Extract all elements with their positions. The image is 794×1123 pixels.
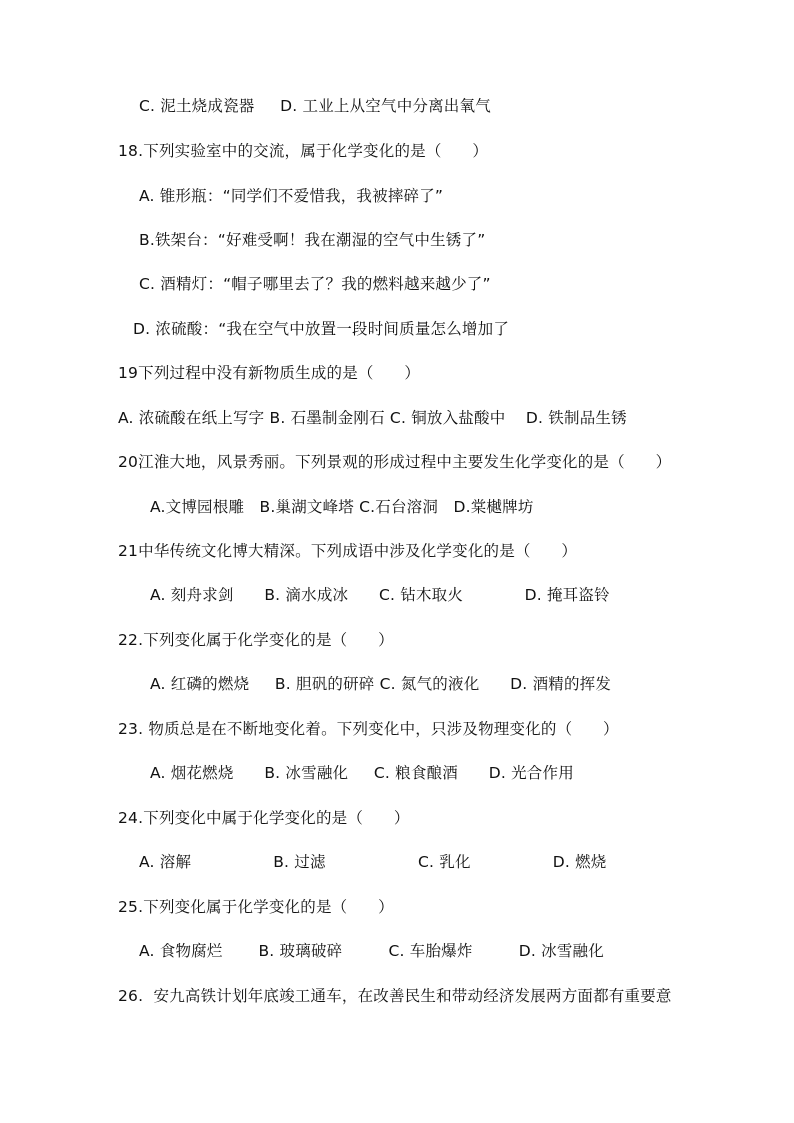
options-21: A. 刻舟求剑 B. 滴水成冰 C. 钻木取火 D. 掩耳盗铃: [150, 586, 610, 604]
question-20: 20江淮大地，风景秀丽。下列景观的形成过程中主要发生化学变化的是（ ）: [118, 453, 672, 471]
question-23: 23. 物质总是在不断地变化着。下列变化中，只涉及物理变化的（ ）: [118, 720, 619, 738]
question-21: 21中华传统文化博大精深。下列成语中涉及化学变化的是（ ）: [118, 542, 578, 560]
question-26: 26. 安九高铁计划年底竣工通车，在改善民生和带动经济发展两方面都有重要意: [118, 987, 672, 1005]
option-18b: B.铁架台：“好难受啊！我在潮湿的空气中生锈了”: [139, 231, 486, 249]
options-22: A. 红磷的燃烧 B. 胆矾的研碎 C. 氮气的液化 D. 酒精的挥发: [150, 675, 612, 693]
options-23: A. 烟花燃烧 B. 冰雪融化 C. 粮食酿酒 D. 光合作用: [150, 764, 574, 782]
question-24: 24.下列变化中属于化学变化的是（ ）: [118, 809, 410, 827]
option-18c: C. 酒精灯：“帽子哪里去了？我的燃料越来越少了”: [139, 275, 491, 293]
option-18d: D. 浓硫酸：“我在空气中放置一段时间质量怎么增加了: [133, 320, 510, 338]
options-24: A. 溶解 B. 过滤 C. 乳化 D. 燃烧: [139, 853, 607, 871]
option-line-17cd: C. 泥土烧成瓷器 D. 工业上从空气中分离出氧气: [139, 97, 491, 115]
question-19: 19下列过程中没有新物质生成的是（ ）: [118, 364, 421, 382]
options-20: A.文博园根雕 B.巢湖文峰塔 C.石台溶洞 D.棠樾牌坊: [150, 498, 534, 516]
question-18: 18.下列实验室中的交流，属于化学变化的是（ ）: [118, 142, 489, 160]
options-19: A. 浓硫酸在纸上写字 B. 石墨制金刚石 C. 铜放入盐酸中 D. 铁制品生锈: [118, 409, 627, 427]
options-25: A. 食物腐烂 B. 玻璃破碎 C. 车胎爆炸 D. 冰雪融化: [139, 942, 604, 960]
question-25: 25.下列变化属于化学变化的是（ ）: [118, 898, 394, 916]
question-22: 22.下列变化属于化学变化的是（ ）: [118, 631, 394, 649]
option-18a: A. 锥形瓶：“同学们不爱惜我，我被摔碎了”: [139, 187, 444, 205]
